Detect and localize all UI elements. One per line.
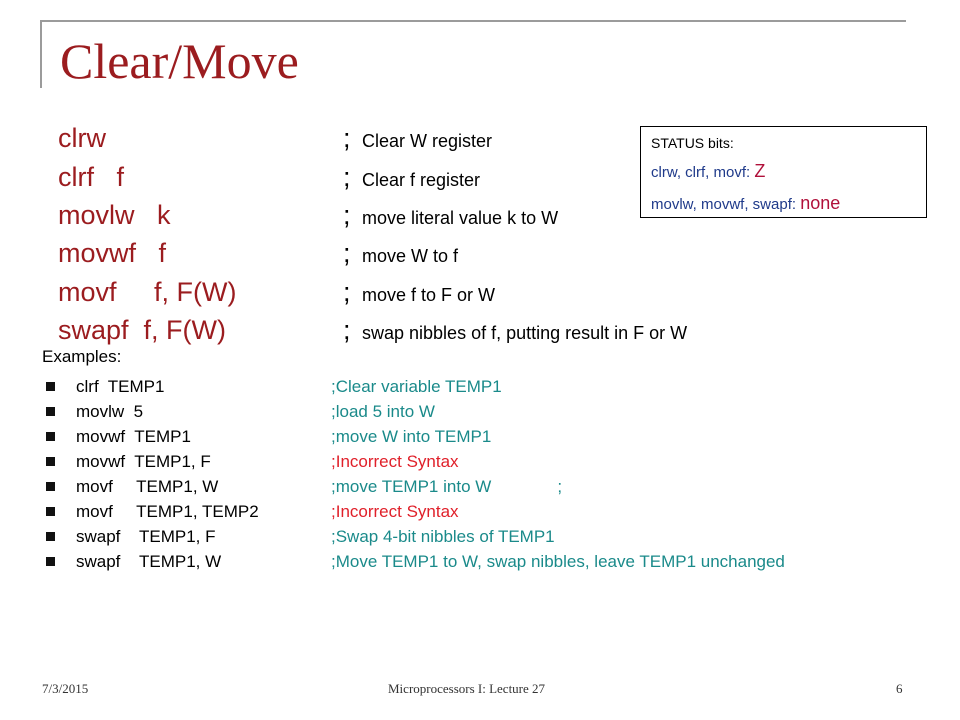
example-code: swapf TEMP1, W xyxy=(76,552,222,571)
example-comment: ;move W into TEMP1 xyxy=(331,427,492,446)
examples-label: Examples: xyxy=(42,347,122,366)
instruction-mnemonic: movf f, F(W) xyxy=(58,277,237,307)
example-comment: ;load 5 into W xyxy=(331,402,435,421)
instruction-semicolon: ; xyxy=(343,162,351,192)
example-code: clrf TEMP1 xyxy=(76,377,165,396)
example-comment: ;Clear variable TEMP1 xyxy=(331,377,502,396)
status-bits-box xyxy=(640,126,927,218)
instruction-semicolon: ; xyxy=(343,200,351,230)
status-line-value: Z xyxy=(754,161,766,181)
bullet-square-icon xyxy=(46,507,55,516)
instruction-semicolon: ; xyxy=(343,315,351,345)
bullet-square-icon xyxy=(46,482,55,491)
instruction-semicolon: ; xyxy=(343,123,351,153)
footer-page-number: 6 xyxy=(896,681,903,696)
footer-course: Microprocessors I: Lecture 27 xyxy=(388,681,546,696)
bullet-square-icon xyxy=(46,432,55,441)
example-code: movf TEMP1, TEMP2 xyxy=(76,502,259,521)
bullet-square-icon xyxy=(46,382,55,391)
status-line-label: movlw, movwf, swapf: xyxy=(651,196,801,213)
instruction-mnemonic: swapf f, F(W) xyxy=(58,315,226,345)
example-code: movwf TEMP1 xyxy=(76,427,191,446)
example-comment: ;Move TEMP1 to W, swap nibbles, leave TEMP1 unchanged xyxy=(331,552,785,571)
example-comment: ;move TEMP1 into W ; xyxy=(331,477,563,496)
instruction-description: move literal value k to W xyxy=(362,208,559,228)
bullet-square-icon xyxy=(46,532,55,541)
instruction-mnemonic: clrf f xyxy=(58,162,124,192)
footer-date: 7/3/2015 xyxy=(42,681,89,696)
bullet-square-icon xyxy=(46,407,55,416)
instruction-mnemonic: movlw k xyxy=(58,200,171,230)
example-comment-error: ;Incorrect Syntax xyxy=(331,452,459,471)
instruction-description: move f to F or W xyxy=(362,285,496,305)
example-code: movf TEMP1, W xyxy=(76,477,219,496)
instruction-description: Clear f register xyxy=(362,170,481,190)
bullet-square-icon xyxy=(46,557,55,566)
instruction-description: move W to f xyxy=(362,246,459,266)
status-line-label: clrw, clrf, movf: xyxy=(651,164,755,181)
example-comment-error: ;Incorrect Syntax xyxy=(331,502,459,521)
instruction-mnemonic: movwf f xyxy=(58,238,167,268)
instruction-mnemonic: clrw xyxy=(58,123,106,153)
slide-title: Clear/Move xyxy=(60,33,299,89)
status-bits-title: STATUS bits: xyxy=(651,135,734,151)
example-code: movwf TEMP1, F xyxy=(76,452,211,471)
status-line-z xyxy=(651,161,765,182)
bullet-square-icon xyxy=(46,457,55,466)
example-comment: ;Swap 4-bit nibbles of TEMP1 xyxy=(331,527,555,546)
slide-frame-top-rule xyxy=(40,20,906,22)
status-line-value: none xyxy=(800,193,841,213)
status-line-none xyxy=(651,193,840,214)
instruction-semicolon: ; xyxy=(343,277,351,307)
example-code: movlw 5 xyxy=(76,402,144,421)
instruction-description: Clear W register xyxy=(362,131,493,151)
example-code: swapf TEMP1, F xyxy=(76,527,216,546)
slide-frame-left-rule xyxy=(40,20,42,88)
instruction-semicolon: ; xyxy=(343,238,351,268)
instruction-description: swap nibbles of f, putting result in F or W xyxy=(362,323,688,343)
